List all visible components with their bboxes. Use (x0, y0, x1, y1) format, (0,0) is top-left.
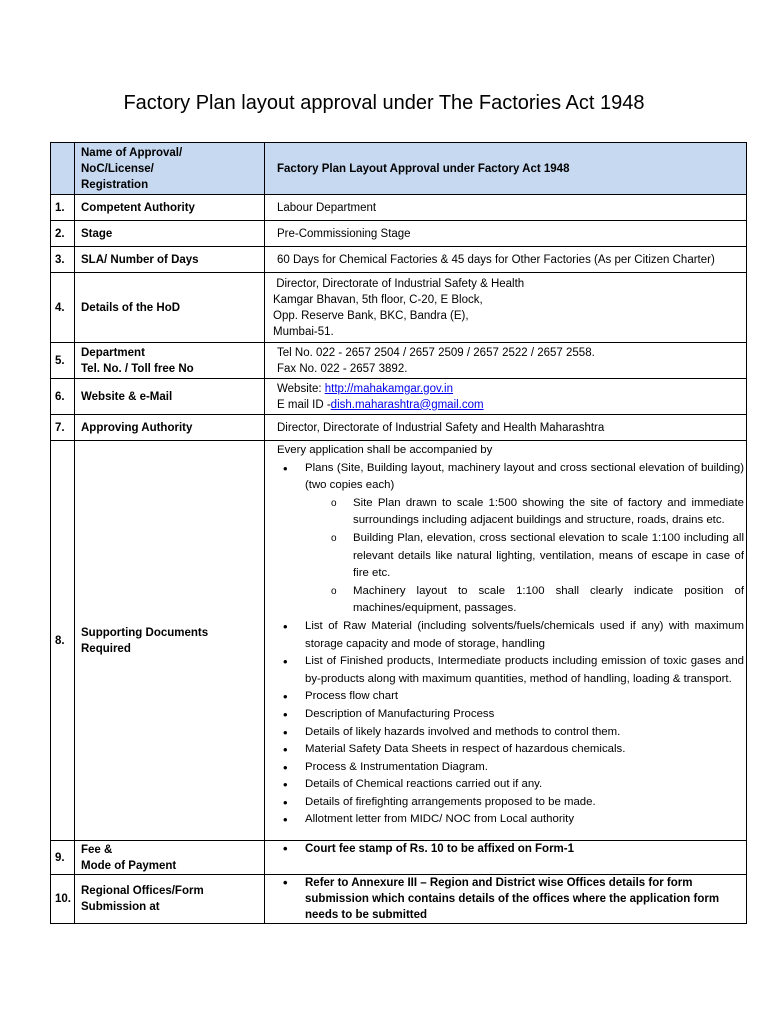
row-label: Competent Authority (75, 195, 265, 221)
list-item: • Process flow chart (301, 688, 744, 706)
table-row-competent-authority (51, 195, 747, 221)
table-header-row (51, 143, 747, 195)
email-link[interactable]: dish.maharashtra@gmail.com (330, 398, 484, 411)
list-item (301, 460, 744, 618)
address-line: Director, Directorate of Industrial Safety & Health (273, 277, 525, 290)
list-item: • Details of firefighting arrangements proposed to be made. (301, 794, 744, 812)
address-line: Opp. Reserve Bank, BKC, Bandra (E), (273, 309, 469, 322)
row-value: Labour Department (265, 195, 747, 221)
row-value (265, 875, 747, 924)
row-label-line: Tel. No. / Toll free No (81, 362, 194, 375)
sub-list-item: o Building Plan, elevation, cross sectional elevation to scale 1:100 including all relevant details like natural lighting, ventilation, means of escape in case of fire etc. (351, 530, 744, 583)
address-line: Mumbai-51. (273, 325, 334, 338)
list-item: • Court fee stamp of Rs. 10 to be affixed on Form-1 (301, 841, 744, 857)
row-number: 8. (51, 441, 75, 841)
sub-list-item: o Machinery layout to scale 1:100 shall clearly indicate position of machines/equipment, passages. (351, 583, 744, 618)
row-label: Stage (75, 221, 265, 247)
table-row-fee (51, 841, 747, 875)
header-label-cell (75, 143, 265, 195)
row-label (75, 441, 265, 841)
row-number: 6. (51, 379, 75, 415)
table-row-approving-authority (51, 415, 747, 441)
row-number: 2. (51, 221, 75, 247)
fax-line: Fax No. 022 - 2657 3892. (277, 362, 408, 375)
table-row-department-tel (51, 343, 747, 379)
list-item: • Material Safety Data Sheets in respect of hazardous chemicals. (301, 741, 744, 759)
row-number: 3. (51, 247, 75, 273)
header-label-line: Name of Approval/ (81, 146, 183, 159)
document-title: Factory Plan layout approval under The Factories Act 1948 (123, 92, 645, 114)
row-value (265, 273, 747, 343)
header-value-cell: Factory Plan Layout Approval under Factory Act 1948 (265, 143, 747, 195)
address-line: Kamgar Bhavan, 5th floor, C-20, E Block, (273, 293, 483, 306)
email-label: E mail ID - (277, 398, 331, 411)
list-item: • Process & Instrumentation Diagram. (301, 759, 744, 777)
row-value (265, 841, 747, 875)
header-label-line: Registration (81, 178, 149, 191)
documents-list (277, 460, 744, 829)
row-number: 9. (51, 841, 75, 875)
row-label: SLA/ Number of Days (75, 247, 265, 273)
row-label-line: Required (81, 642, 131, 655)
website-label: Website: (277, 382, 325, 395)
row-number: 10. (51, 875, 75, 924)
table-row-hod-details (51, 273, 747, 343)
row-label (75, 343, 265, 379)
table-row-sla (51, 247, 747, 273)
row-label-line: Department (81, 346, 145, 359)
plans-sublist (305, 495, 744, 618)
list-item: • List of Finished products, Intermediate products including emission of toxic gases and by-products along with maximum quantities, method of handling, loading & transport. (301, 653, 744, 688)
row-label-line: Regional Offices/Form (81, 885, 204, 897)
header-num-cell (51, 143, 75, 195)
row-label (75, 841, 265, 875)
table-row-website-email (51, 379, 747, 415)
approval-details-table (50, 142, 747, 924)
row-number: 5. (51, 343, 75, 379)
row-value: Pre-Commissioning Stage (265, 221, 747, 247)
row-value: 60 Days for Chemical Factories & 45 days for Other Factories (As per Citizen Charter) (265, 247, 747, 273)
row-label: Website & e-Mail (75, 379, 265, 415)
fee-list (277, 841, 744, 857)
table-row-stage (51, 221, 747, 247)
list-item: • Allotment letter from MIDC/ NOC from Local authority (301, 811, 744, 829)
row-number: 1. (51, 195, 75, 221)
sub-list-item: o Site Plan drawn to scale 1:500 showing the site of factory and immediate surroundings including adjacent buildings and structure, roads, drains etc. (351, 495, 744, 530)
row-label: Details of the HoD (75, 273, 265, 343)
regional-list (277, 875, 744, 923)
table-row-supporting-documents (51, 441, 747, 841)
website-link[interactable]: http://mahakamgar.gov.in (324, 382, 454, 395)
documents-intro: Every application shall be accompanied by (277, 444, 493, 456)
row-label: Approving Authority (75, 415, 265, 441)
website-line (277, 381, 744, 397)
row-label-line: Fee & (81, 843, 113, 856)
row-label-line: Supporting Documents (81, 626, 209, 639)
list-item-text: Plans (Site, Building layout, machinery layout and cross sectional elevation of building)(two copies each) (305, 461, 744, 492)
list-item: • Details of Chemical reactions carried out if any. (301, 776, 744, 794)
row-value (265, 441, 747, 841)
row-value: Director, Directorate of Industrial Safety and Health Maharashtra (265, 415, 747, 441)
row-value (265, 343, 747, 379)
list-item: • Description of Manufacturing Process (301, 706, 744, 724)
list-item: • Refer to Annexure III – Region and District wise Offices details for form submission which contains details of the offices where the application form needs to be submitted (301, 875, 744, 923)
table-row-regional-offices (51, 875, 747, 924)
row-value (265, 379, 747, 415)
list-item: • Details of likely hazards involved and methods to control them. (301, 724, 744, 742)
header-label-line: NoC/License/ (81, 162, 154, 175)
row-number: 4. (51, 273, 75, 343)
tel-line: Tel No. 022 - 2657 2504 / 2657 2509 / 2657 2522 / 2657 2558. (277, 346, 595, 359)
row-label-line: Submission at (81, 901, 160, 913)
row-number: 7. (51, 415, 75, 441)
email-line (277, 397, 744, 413)
row-label (75, 875, 265, 924)
row-label-line: Mode of Payment (81, 859, 177, 872)
list-item: • List of Raw Material (including solvents/fuels/chemicals used if any) with maximum storage capacity and mode of storage, handling (301, 618, 744, 653)
